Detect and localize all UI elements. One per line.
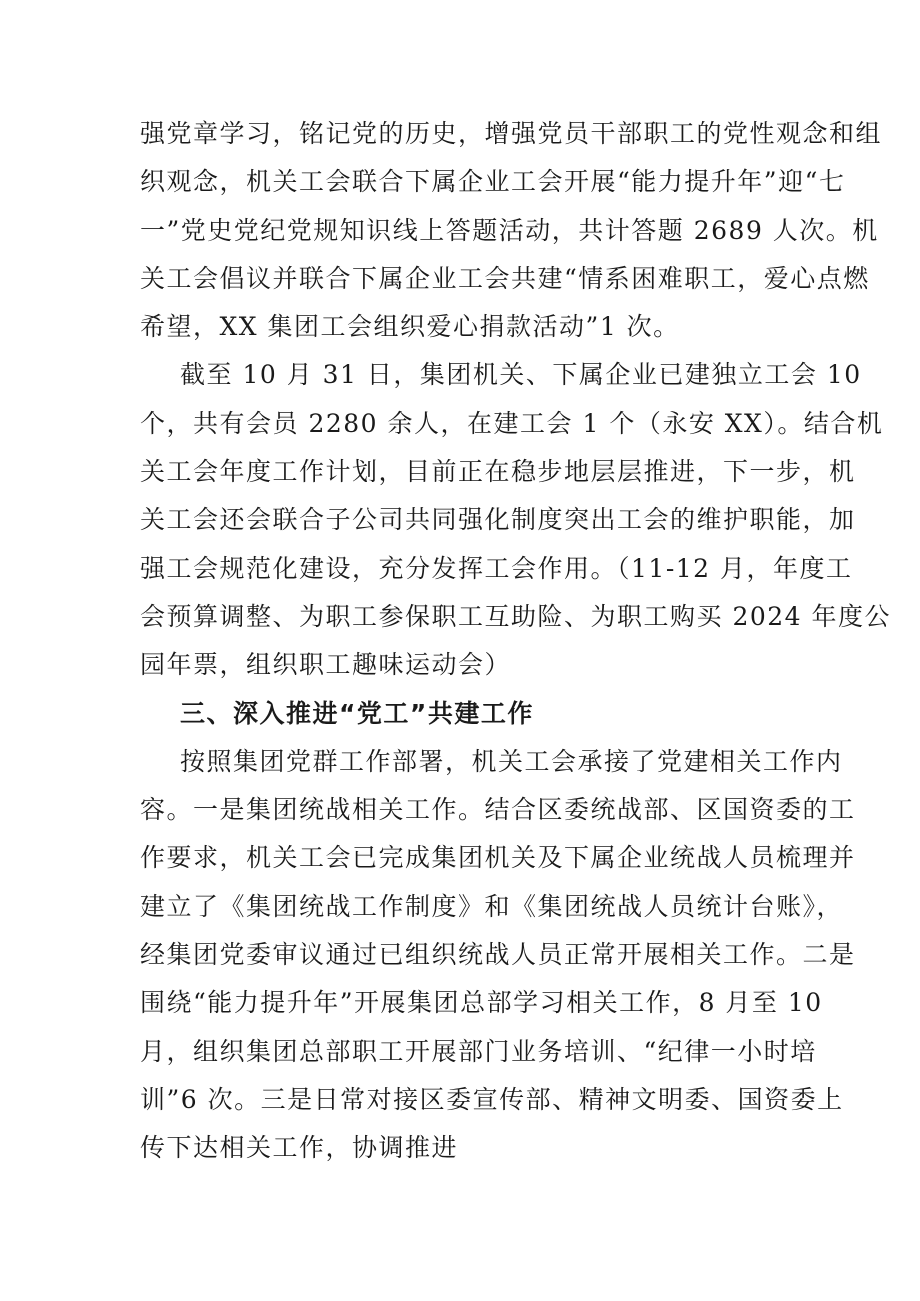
text-line: 月，组织集团总部职工开展部门业务培训、“纪律一小时培 bbox=[140, 1036, 817, 1066]
paragraph-1 bbox=[140, 110, 883, 351]
text-line: 关工会倡议并联合下属企业工会共建“情系困难职工，爱心点燃 bbox=[140, 263, 870, 293]
text-line: 经集团党委审议通过已组织统战人员正常开展相关工作。二是 bbox=[140, 940, 856, 970]
text-line: 作要求，机关工会已完成集团机关及下属企业统战人员梳理并 bbox=[140, 843, 856, 873]
text-line: 训”6 次。三是日常对接区委宣传部、精神文明委、国资委上 bbox=[140, 1084, 844, 1114]
paragraph-2 bbox=[140, 351, 892, 689]
text-line: 会预算调整、为职工参保职工互助险、为职工购买 2024 年度公 bbox=[140, 601, 892, 631]
text-line: 一”党史党纪党规知识线上答题活动，共计答题 2689 人次。机 bbox=[140, 215, 879, 245]
text-line: 希望，XX 集团工会组织爱心捐款活动”1 次。 bbox=[140, 312, 680, 342]
paragraph-3 bbox=[140, 738, 856, 1173]
section-heading: 三、深入推进“党工”共建工作 bbox=[180, 698, 534, 728]
text-line: 容。一是集团统战相关工作。结合区委统战部、区国资委的工 bbox=[140, 795, 856, 825]
text-line: 按照集团党群工作部署，机关工会承接了党建相关工作内 bbox=[180, 746, 843, 776]
text-line: 建立了《集团统战工作制度》和《集团统战人员统计台账》， bbox=[140, 891, 844, 921]
text-line: 个，共有会员 2280 余人，在建工会 1 个（永安 XX）。结合机 bbox=[140, 408, 884, 438]
text-line: 强工会规范化建设，充分发挥工会作用。（11-12 月，年度工 bbox=[140, 553, 853, 583]
text-line: 传下达相关工作，协调推进 bbox=[140, 1133, 459, 1163]
text-line: 关工会年度工作计划，目前正在稳步地层层推进，下一步，机 bbox=[140, 457, 856, 487]
text-line: 园年票，组织职工趣味运动会） bbox=[140, 650, 512, 680]
document-body bbox=[140, 110, 892, 1173]
text-line: 织观念，机关工会联合下属企业工会开展“能力提升年”迎“七 bbox=[140, 167, 846, 197]
text-line: 强党章学习，铭记党的历史，增强党员干部职工的党性观念和组 bbox=[140, 119, 883, 148]
text-line: 关工会还会联合子公司共同强化制度突出工会的维护职能，加 bbox=[140, 505, 856, 535]
text-line: 围绕“能力提升年”开展集团总部学习相关工作，8 月至 10 bbox=[140, 988, 823, 1018]
text-line: 截至 10 月 31 日，集团机关、下属企业已建独立工会 10 bbox=[180, 360, 862, 390]
